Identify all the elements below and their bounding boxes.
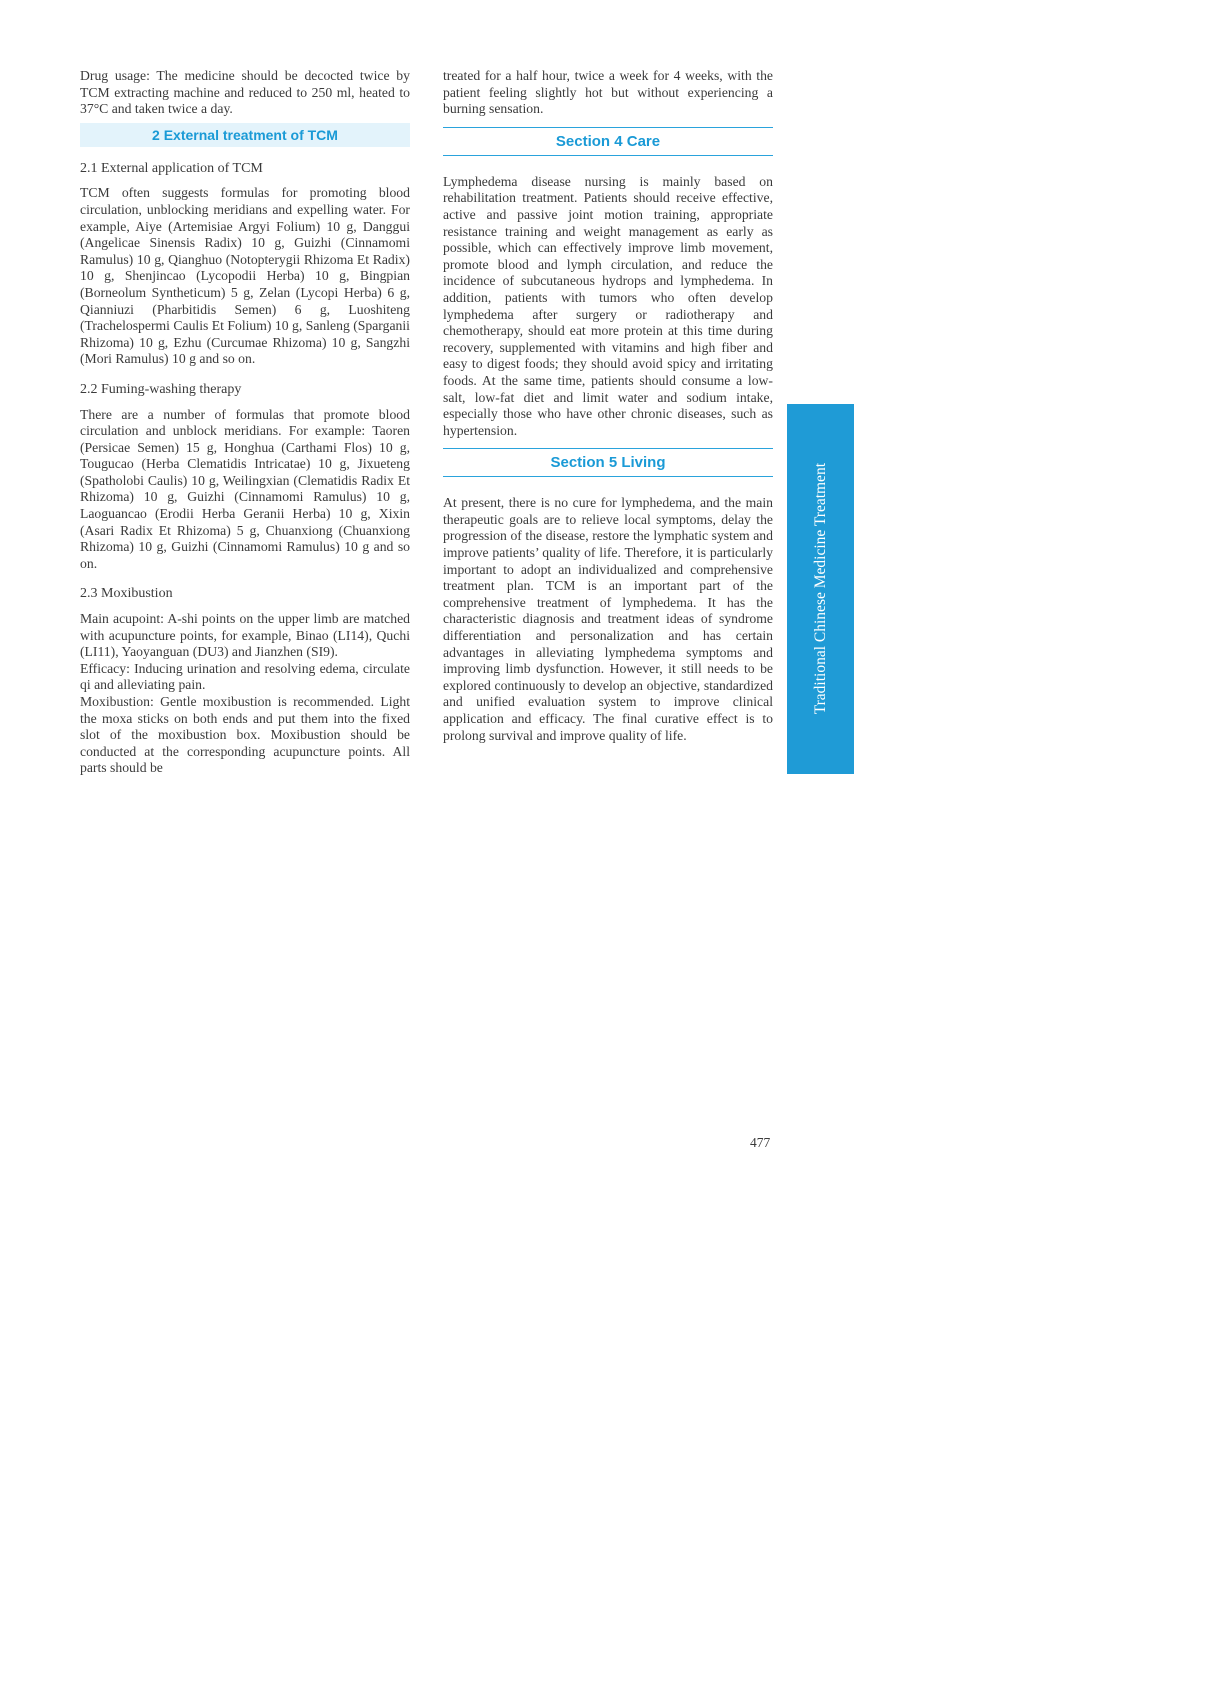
living-paragraph: At present, there is no cure for lymphedema, and the main therapeutic goals are to relieve local symptoms, delay the progression of the disease, restore the lymphatic system and improve patients’ quality of life. Therefore, it is particularly important to adopt an individualized and comprehensive treatment plan. TCM is an important part of the comprehensive treatment of lymphedema. It has the characteristic diagnosis and treatment ideas of syndrome differentiation and personalization and has certain advantages in alleviating lymphedema symptoms and improving limb dysfunction. However, it still needs to be explored continuously to develop an objective, standardized and unified evaluation system to improve clinical application and efficacy. The final curative effect is to prolong survival and improve quality of life. (443, 495, 773, 743)
subheading-2-3: 2.3 Moxibustion (80, 586, 173, 602)
care-paragraph: Lymphedema disease nursing is mainly based on rehabilitation treatment. Patients should receive effective, active and passive joint motion training, appropriate resistance training and weight management as early as possible, which can effectively improve limb movement, promote blood and lymph circulation, and reduce the incidence of subcutaneous hydrops and lymphedema. In addition, patients with tumors who often develop lymphedema after surgery or radiotherapy and chemotherapy, should eat more protein at this time during recovery, supplemented with vitamins and high fiber and easy to digest foods; they should avoid spicy and irritating foods. At the same time, patients should consume a low-salt, low-fat diet and limit water and sodium intake, especially those who have other chronic diseases, such as hypertension. (443, 173, 773, 438)
fuming-washing-paragraph: There are a number of formulas that promote blood circulation and unblock meridians. For example: Taoren (Persicae Semen) 15 g, Honghua (Carthami Flos) 10 g, Tougucao (Herba Clematidis Intricatae) 10 g, Jixueteng (Spatholobi Caulis) 10 g, Weilingxian (Clematidis Radix Et Rhizoma) 10 g, Guizhi (Cinnamomi Ramulus) 10 g, Laoguancao (Erodii Herba Geranii Herba) 10 g, Xixin (Asari Radix Et Rhizoma) 5 g, Chuanxiong (Chuanxiong Rhizoma) 10 g, Guizhi (Cinnamomi Ramulus) 10 g and so on. (80, 406, 410, 571)
continuation-paragraph: treated for a half hour, twice a week for 4 weeks, with the patient feeling slightly hot but without experiencing a burning sensation. (443, 68, 773, 117)
section-4-heading: Section 4 Care (443, 127, 773, 156)
right-column (443, 68, 773, 744)
moxibustion-paragraph: Moxibustion: Gentle moxibustion is recommended. Light the moxa sticks on both ends and put them into the fixed slot of the moxibustion box. Moxibustion should be conducted at the corresponding acupuncture points. All parts should be (80, 694, 410, 776)
main-acupoint-paragraph: Main acupoint: A-shi points on the upper limb are matched with acupuncture points, for example, Binao (LI14), Quchi (LI11), Yaoyanguan (DU3) and Jianzhen (SI9). (80, 611, 410, 660)
side-tab-label: Traditional Chinese Medicine Treatment (811, 463, 829, 715)
drug-usage-paragraph: Drug usage: The medicine should be decocted twice by TCM extracting machine and reduced to 250 ml, heated to 37°C and taken twice a day. (80, 68, 410, 117)
subheading-2-2: 2.2 Fuming-washing therapy (80, 381, 242, 397)
external-application-paragraph: TCM often suggests formulas for promoting blood circulation, unblocking meridians and expelling water. For example, Aiye (Artemisiae Argyi Folium) 10 g, Danggui (Angelicae Sinensis Radix) 10 g, Guizhi (Cinnamomi Ramulus) 10 g, Qianghuo (Notopterygii Rhizoma Et Radix) 10 g, Shenjincao (Lycopodii Herba) 10 g, Bingpian (Borneolum Syntheticum) 5 g, Zelan (Lycopi Herba) 6 g, Qianniuzi (Pharbitidis Semen) 6 g, Luoshiteng (Trachelospermi Caulis Et Folium) 10 g, Sanleng (Sparganii Rhizoma) 10 g, Ezhu (Curcumae Rhizoma) 10 g, Sangzhi (Mori Ramulus) 10 g and so on. (80, 185, 410, 367)
page-number: 477 (750, 1135, 771, 1150)
side-chapter-tab (787, 404, 854, 774)
left-column (80, 68, 410, 777)
subheading-2-1: 2.1 External application of TCM (80, 160, 263, 176)
efficacy-paragraph: Efficacy: Inducing urination and resolving edema, circulate qi and alleviating pain. (80, 660, 410, 693)
external-treatment-heading: 2 External treatment of TCM (80, 123, 410, 147)
section-5-heading: Section 5 Living (443, 448, 773, 477)
